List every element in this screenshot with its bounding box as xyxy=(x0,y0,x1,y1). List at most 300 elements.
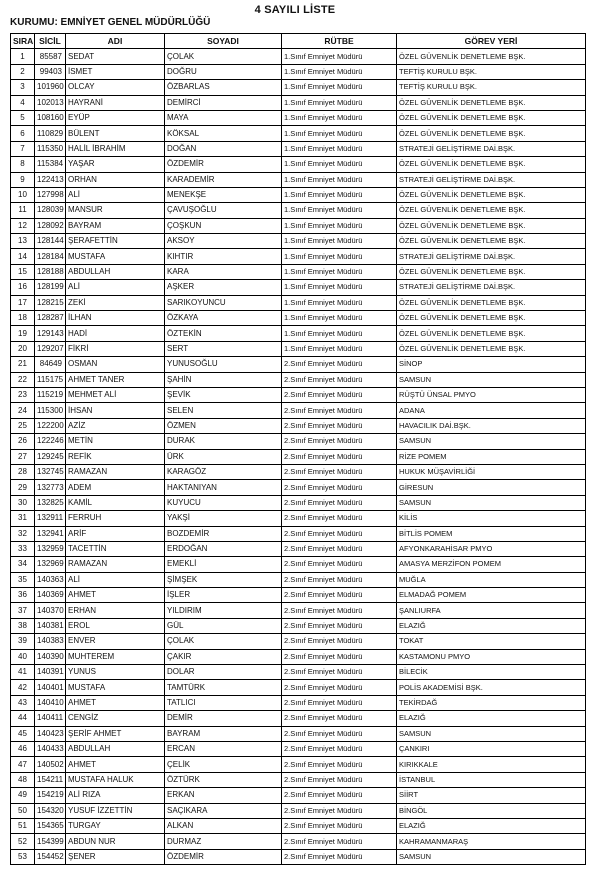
cell-sira: 22 xyxy=(11,372,35,387)
cell-sira: 10 xyxy=(11,187,35,202)
table-row xyxy=(11,280,586,295)
cell-sira: 50 xyxy=(11,803,35,818)
cell-sicil: 154219 xyxy=(35,788,66,803)
table-row xyxy=(11,449,586,464)
cell-gorev-yeri: POLİS AKADEMİSİ BŞK. xyxy=(397,680,586,695)
cell-soyadi: SERT xyxy=(165,341,282,356)
cell-adi: YUSUF İZZETTİN xyxy=(66,803,165,818)
cell-sicil: 140411 xyxy=(35,711,66,726)
table-row xyxy=(11,603,586,618)
cell-rutbe: 1.Sınıf Emniyet Müdürü xyxy=(282,249,397,264)
cell-gorev-yeri: ÖZEL GÜVENLİK DENETLEME BŞK. xyxy=(397,95,586,110)
cell-rutbe: 2.Sınıf Emniyet Müdürü xyxy=(282,588,397,603)
table-row xyxy=(11,341,586,356)
cell-sira: 44 xyxy=(11,711,35,726)
cell-sicil: 102013 xyxy=(35,95,66,110)
cell-sicil: 154320 xyxy=(35,803,66,818)
header-sira: SIRA xyxy=(11,34,35,49)
cell-rutbe: 2.Sınıf Emniyet Müdürü xyxy=(282,464,397,479)
cell-rutbe: 2.Sınıf Emniyet Müdürü xyxy=(282,818,397,833)
cell-gorev-yeri: STRATEJİ GELİŞTİRME DAİ.BŞK. xyxy=(397,141,586,156)
cell-rutbe: 1.Sınıf Emniyet Müdürü xyxy=(282,295,397,310)
cell-rutbe: 2.Sınıf Emniyet Müdürü xyxy=(282,449,397,464)
table-row xyxy=(11,249,586,264)
cell-sicil: 154365 xyxy=(35,818,66,833)
cell-adi: ALİ RIZA xyxy=(66,788,165,803)
cell-sira: 7 xyxy=(11,141,35,156)
cell-sira: 3 xyxy=(11,80,35,95)
cell-sicil: 132959 xyxy=(35,541,66,556)
cell-sira: 35 xyxy=(11,572,35,587)
table-row xyxy=(11,203,586,218)
cell-sicil: 110829 xyxy=(35,126,66,141)
cell-adi: ARİF xyxy=(66,526,165,541)
cell-rutbe: 2.Sınıf Emniyet Müdürü xyxy=(282,849,397,864)
cell-sira: 46 xyxy=(11,741,35,756)
cell-gorev-yeri: STRATEJİ GELİŞTİRME DAİ.BŞK. xyxy=(397,172,586,187)
cell-soyadi: ÖZTEKİN xyxy=(165,326,282,341)
table-row xyxy=(11,418,586,433)
cell-soyadi: ERCAN xyxy=(165,741,282,756)
cell-adi: AHMET TANER xyxy=(66,372,165,387)
cell-gorev-yeri: MUĞLA xyxy=(397,572,586,587)
table-row xyxy=(11,187,586,202)
table-row xyxy=(11,649,586,664)
cell-sicil: 140381 xyxy=(35,618,66,633)
cell-sira: 52 xyxy=(11,834,35,849)
cell-rutbe: 2.Sınıf Emniyet Müdürü xyxy=(282,649,397,664)
cell-sicil: 115350 xyxy=(35,141,66,156)
cell-rutbe: 2.Sınıf Emniyet Müdürü xyxy=(282,557,397,572)
cell-adi: ABDUN NUR xyxy=(66,834,165,849)
cell-sira: 8 xyxy=(11,157,35,172)
cell-soyadi: TAMTÜRK xyxy=(165,680,282,695)
cell-soyadi: DOLAR xyxy=(165,665,282,680)
cell-sicil: 115300 xyxy=(35,403,66,418)
cell-sicil: 140401 xyxy=(35,680,66,695)
cell-gorev-yeri: KASTAMONU PMYO xyxy=(397,649,586,664)
table-row xyxy=(11,141,586,156)
table-row xyxy=(11,95,586,110)
cell-sicil: 140369 xyxy=(35,588,66,603)
cell-gorev-yeri: ÖZEL GÜVENLİK DENETLEME BŞK. xyxy=(397,110,586,125)
cell-rutbe: 2.Sınıf Emniyet Müdürü xyxy=(282,834,397,849)
cell-rutbe: 1.Sınıf Emniyet Müdürü xyxy=(282,80,397,95)
cell-soyadi: DEMİRCİ xyxy=(165,95,282,110)
cell-rutbe: 1.Sınıf Emniyet Müdürü xyxy=(282,280,397,295)
cell-soyadi: ÖZDEMİR xyxy=(165,157,282,172)
cell-adi: ALİ xyxy=(66,187,165,202)
cell-rutbe: 2.Sınıf Emniyet Müdürü xyxy=(282,772,397,787)
table-row xyxy=(11,403,586,418)
cell-sicil: 127998 xyxy=(35,187,66,202)
table-row xyxy=(11,711,586,726)
cell-gorev-yeri: RİZE POMEM xyxy=(397,449,586,464)
cell-sira: 53 xyxy=(11,849,35,864)
cell-sicil: 140370 xyxy=(35,603,66,618)
cell-adi: ŞENER xyxy=(66,849,165,864)
cell-sicil: 154452 xyxy=(35,849,66,864)
cell-soyadi: DEMİR xyxy=(165,711,282,726)
cell-rutbe: 2.Sınıf Emniyet Müdürü xyxy=(282,418,397,433)
cell-soyadi: ÇELİK xyxy=(165,757,282,772)
cell-adi: ALİ xyxy=(66,280,165,295)
cell-sira: 15 xyxy=(11,264,35,279)
cell-gorev-yeri: ÖZEL GÜVENLİK DENETLEME BŞK. xyxy=(397,326,586,341)
table-row xyxy=(11,849,586,864)
cell-rutbe: 2.Sınıf Emniyet Müdürü xyxy=(282,372,397,387)
cell-soyadi: ÇOŞKUN xyxy=(165,218,282,233)
cell-soyadi: KARAGÖZ xyxy=(165,464,282,479)
cell-soyadi: MENEKŞE xyxy=(165,187,282,202)
cell-rutbe: 2.Sınıf Emniyet Müdürü xyxy=(282,511,397,526)
cell-rutbe: 2.Sınıf Emniyet Müdürü xyxy=(282,757,397,772)
cell-rutbe: 2.Sınıf Emniyet Müdürü xyxy=(282,680,397,695)
table-row xyxy=(11,434,586,449)
table-row xyxy=(11,526,586,541)
cell-gorev-yeri: TEFTİŞ KURULU BŞK. xyxy=(397,80,586,95)
cell-rutbe: 1.Sınıf Emniyet Müdürü xyxy=(282,264,397,279)
cell-rutbe: 2.Sınıf Emniyet Müdürü xyxy=(282,541,397,556)
cell-sicil: 129207 xyxy=(35,341,66,356)
cell-sira: 51 xyxy=(11,818,35,833)
cell-sicil: 115175 xyxy=(35,372,66,387)
cell-soyadi: ÖZBARLAS xyxy=(165,80,282,95)
cell-gorev-yeri: BİNGÖL xyxy=(397,803,586,818)
cell-gorev-yeri: SAMSUN xyxy=(397,372,586,387)
cell-rutbe: 2.Sınıf Emniyet Müdürü xyxy=(282,572,397,587)
table-row xyxy=(11,157,586,172)
header-sicil: SİCİL xyxy=(35,34,66,49)
cell-sira: 1 xyxy=(11,49,35,64)
cell-soyadi: SAÇIKARA xyxy=(165,803,282,818)
cell-soyadi: ÖZDEMİR xyxy=(165,849,282,864)
cell-rutbe: 2.Sınıf Emniyet Müdürü xyxy=(282,711,397,726)
cell-adi: AHMET xyxy=(66,695,165,710)
cell-adi: ZEKİ xyxy=(66,295,165,310)
cell-sira: 48 xyxy=(11,772,35,787)
cell-adi: ŞERAFETTİN xyxy=(66,234,165,249)
cell-adi: TURGAY xyxy=(66,818,165,833)
cell-soyadi: ÖZMEN xyxy=(165,418,282,433)
cell-sicil: 128188 xyxy=(35,264,66,279)
cell-sicil: 140390 xyxy=(35,649,66,664)
cell-gorev-yeri: BİTLİS POMEM xyxy=(397,526,586,541)
table-row xyxy=(11,803,586,818)
cell-adi: YAŞAR xyxy=(66,157,165,172)
cell-sira: 26 xyxy=(11,434,35,449)
cell-gorev-yeri: GİRESUN xyxy=(397,480,586,495)
cell-gorev-yeri: STRATEJİ GELİŞTİRME DAİ.BŞK. xyxy=(397,280,586,295)
cell-sira: 38 xyxy=(11,618,35,633)
cell-rutbe: 1.Sınıf Emniyet Müdürü xyxy=(282,95,397,110)
cell-gorev-yeri: ÖZEL GÜVENLİK DENETLEME BŞK. xyxy=(397,187,586,202)
cell-gorev-yeri: ÖZEL GÜVENLİK DENETLEME BŞK. xyxy=(397,234,586,249)
cell-sira: 17 xyxy=(11,295,35,310)
cell-sira: 13 xyxy=(11,234,35,249)
cell-adi: OLCAY xyxy=(66,80,165,95)
table-row xyxy=(11,234,586,249)
cell-soyadi: KARA xyxy=(165,264,282,279)
cell-rutbe: 1.Sınıf Emniyet Müdürü xyxy=(282,234,397,249)
cell-sicil: 128215 xyxy=(35,295,66,310)
cell-soyadi: SELEN xyxy=(165,403,282,418)
cell-sira: 47 xyxy=(11,757,35,772)
cell-sira: 34 xyxy=(11,557,35,572)
cell-soyadi: ALKAN xyxy=(165,818,282,833)
cell-soyadi: YUNUSOĞLU xyxy=(165,357,282,372)
cell-gorev-yeri: SAMSUN xyxy=(397,495,586,510)
cell-rutbe: 2.Sınıf Emniyet Müdürü xyxy=(282,480,397,495)
cell-soyadi: DURAK xyxy=(165,434,282,449)
cell-sira: 42 xyxy=(11,680,35,695)
cell-gorev-yeri: RÜŞTÜ ÜNSAL PMYO xyxy=(397,387,586,402)
cell-gorev-yeri: STRATEJİ GELİŞTİRME DAİ.BŞK. xyxy=(397,249,586,264)
cell-soyadi: ÜRK xyxy=(165,449,282,464)
cell-sicil: 140383 xyxy=(35,634,66,649)
table-row xyxy=(11,557,586,572)
cell-adi: MANSUR xyxy=(66,203,165,218)
cell-sira: 29 xyxy=(11,480,35,495)
cell-adi: YUNUS xyxy=(66,665,165,680)
cell-sira: 11 xyxy=(11,203,35,218)
cell-gorev-yeri: BİLECİK xyxy=(397,665,586,680)
table-row xyxy=(11,772,586,787)
cell-sicil: 84649 xyxy=(35,357,66,372)
table-row xyxy=(11,357,586,372)
cell-sicil: 140423 xyxy=(35,726,66,741)
cell-sira: 25 xyxy=(11,418,35,433)
cell-sicil: 128287 xyxy=(35,311,66,326)
organization-label: KURUMU: EMNİYET GENEL MÜDÜRLÜĞÜ xyxy=(10,17,211,28)
cell-sicil: 132825 xyxy=(35,495,66,510)
cell-adi: MUSTAFA HALUK xyxy=(66,772,165,787)
cell-rutbe: 2.Sınıf Emniyet Müdürü xyxy=(282,803,397,818)
cell-gorev-yeri: KAHRAMANMARAŞ xyxy=(397,834,586,849)
cell-adi: FERRUH xyxy=(66,511,165,526)
cell-gorev-yeri: SAMSUN xyxy=(397,849,586,864)
table-row xyxy=(11,572,586,587)
cell-sira: 32 xyxy=(11,526,35,541)
cell-sira: 16 xyxy=(11,280,35,295)
cell-sira: 39 xyxy=(11,634,35,649)
cell-soyadi: ÇAVUŞOĞLU xyxy=(165,203,282,218)
cell-adi: EROL xyxy=(66,618,165,633)
cell-rutbe: 1.Sınıf Emniyet Müdürü xyxy=(282,341,397,356)
cell-gorev-yeri: TOKAT xyxy=(397,634,586,649)
cell-gorev-yeri: ÖZEL GÜVENLİK DENETLEME BŞK. xyxy=(397,311,586,326)
cell-sira: 19 xyxy=(11,326,35,341)
table-row xyxy=(11,695,586,710)
table-row xyxy=(11,80,586,95)
cell-sicil: 132773 xyxy=(35,480,66,495)
cell-sicil: 129143 xyxy=(35,326,66,341)
table-row xyxy=(11,726,586,741)
cell-rutbe: 2.Sınıf Emniyet Müdürü xyxy=(282,603,397,618)
cell-soyadi: KARADEMİR xyxy=(165,172,282,187)
table-row xyxy=(11,741,586,756)
cell-soyadi: ŞAHİN xyxy=(165,372,282,387)
cell-sira: 36 xyxy=(11,588,35,603)
cell-sicil: 101960 xyxy=(35,80,66,95)
document-title: 4 SAYILI LİSTE xyxy=(254,4,336,16)
cell-adi: CENGİZ xyxy=(66,711,165,726)
cell-adi: ORHAN xyxy=(66,172,165,187)
cell-soyadi: KIHTIR xyxy=(165,249,282,264)
personnel-table xyxy=(10,33,586,865)
cell-sira: 33 xyxy=(11,541,35,556)
cell-adi: OSMAN xyxy=(66,357,165,372)
table-row xyxy=(11,834,586,849)
cell-gorev-yeri: HUKUK MÜŞAVİRLİĞİ xyxy=(397,464,586,479)
cell-gorev-yeri: SİİRT xyxy=(397,788,586,803)
cell-soyadi: AŞKER xyxy=(165,280,282,295)
cell-soyadi: ŞEVİK xyxy=(165,387,282,402)
cell-rutbe: 2.Sınıf Emniyet Müdürü xyxy=(282,741,397,756)
table-body xyxy=(11,49,586,865)
table-row xyxy=(11,49,586,64)
cell-rutbe: 2.Sınıf Emniyet Müdürü xyxy=(282,403,397,418)
cell-gorev-yeri: ELAZIĞ xyxy=(397,618,586,633)
cell-gorev-yeri: SİNOP xyxy=(397,357,586,372)
cell-adi: MUSTAFA xyxy=(66,680,165,695)
cell-sicil: 132745 xyxy=(35,464,66,479)
cell-adi: FİKRİ xyxy=(66,341,165,356)
cell-gorev-yeri: ÇANKIRI xyxy=(397,741,586,756)
table-row xyxy=(11,818,586,833)
cell-rutbe: 1.Sınıf Emniyet Müdürü xyxy=(282,326,397,341)
cell-gorev-yeri: HAVACILIK DAİ.BŞK. xyxy=(397,418,586,433)
cell-adi: ADEM xyxy=(66,480,165,495)
cell-adi: METİN xyxy=(66,434,165,449)
cell-sicil: 132941 xyxy=(35,526,66,541)
cell-soyadi: ÇAKIR xyxy=(165,649,282,664)
table-row xyxy=(11,326,586,341)
table-row xyxy=(11,634,586,649)
cell-adi: İHSAN xyxy=(66,403,165,418)
cell-sicil: 140363 xyxy=(35,572,66,587)
cell-sicil: 140410 xyxy=(35,695,66,710)
cell-soyadi: ERDOĞAN xyxy=(165,541,282,556)
cell-soyadi: GÜL xyxy=(165,618,282,633)
header-gorev-yeri: GÖREV YERİ xyxy=(397,34,586,49)
cell-sira: 41 xyxy=(11,665,35,680)
cell-soyadi: ÇOLAK xyxy=(165,49,282,64)
cell-adi: AHMET xyxy=(66,757,165,772)
cell-gorev-yeri: ELAZIĞ xyxy=(397,818,586,833)
cell-sicil: 128199 xyxy=(35,280,66,295)
cell-sira: 27 xyxy=(11,449,35,464)
cell-gorev-yeri: AFYONKARAHİSAR PMYO xyxy=(397,541,586,556)
cell-sicil: 115219 xyxy=(35,387,66,402)
cell-soyadi: MAYA xyxy=(165,110,282,125)
table-row xyxy=(11,588,586,603)
cell-sicil: 140502 xyxy=(35,757,66,772)
cell-soyadi: TATLICI xyxy=(165,695,282,710)
cell-adi: HALİL İBRAHİM xyxy=(66,141,165,156)
cell-soyadi: SARIKOYUNCU xyxy=(165,295,282,310)
cell-sira: 43 xyxy=(11,695,35,710)
cell-adi: SEDAT xyxy=(66,49,165,64)
table-row xyxy=(11,64,586,79)
cell-adi: ENVER xyxy=(66,634,165,649)
cell-sira: 24 xyxy=(11,403,35,418)
table-row xyxy=(11,541,586,556)
cell-gorev-yeri: ÖZEL GÜVENLİK DENETLEME BŞK. xyxy=(397,157,586,172)
cell-gorev-yeri: ÖZEL GÜVENLİK DENETLEME BŞK. xyxy=(397,218,586,233)
cell-adi: RAMAZAN xyxy=(66,557,165,572)
cell-soyadi: KÖKSAL xyxy=(165,126,282,141)
cell-sicil: 122246 xyxy=(35,434,66,449)
cell-rutbe: 2.Sınıf Emniyet Müdürü xyxy=(282,357,397,372)
cell-gorev-yeri: ADANA xyxy=(397,403,586,418)
cell-rutbe: 2.Sınıf Emniyet Müdürü xyxy=(282,695,397,710)
cell-adi: REFİK xyxy=(66,449,165,464)
cell-sicil: 99403 xyxy=(35,64,66,79)
cell-gorev-yeri: TEFTİŞ KURULU BŞK. xyxy=(397,64,586,79)
table-row xyxy=(11,387,586,402)
table-row xyxy=(11,511,586,526)
cell-sicil: 128092 xyxy=(35,218,66,233)
cell-soyadi: YILDIRIM xyxy=(165,603,282,618)
cell-rutbe: 2.Sınıf Emniyet Müdürü xyxy=(282,618,397,633)
table-row xyxy=(11,264,586,279)
cell-rutbe: 2.Sınıf Emniyet Müdürü xyxy=(282,495,397,510)
cell-soyadi: ÖZTÜRK xyxy=(165,772,282,787)
cell-gorev-yeri: SAMSUN xyxy=(397,726,586,741)
cell-soyadi: DOĞAN xyxy=(165,141,282,156)
cell-sira: 12 xyxy=(11,218,35,233)
cell-soyadi: İŞLER xyxy=(165,588,282,603)
cell-rutbe: 1.Sınıf Emniyet Müdürü xyxy=(282,172,397,187)
cell-sira: 49 xyxy=(11,788,35,803)
cell-gorev-yeri: ÖZEL GÜVENLİK DENETLEME BŞK. xyxy=(397,341,586,356)
cell-sicil: 115384 xyxy=(35,157,66,172)
cell-sicil: 132911 xyxy=(35,511,66,526)
header-rutbe: RÜTBE xyxy=(282,34,397,49)
cell-soyadi: ERKAN xyxy=(165,788,282,803)
cell-soyadi: ÖZKAYA xyxy=(165,311,282,326)
cell-soyadi: BOZDEMİR xyxy=(165,526,282,541)
cell-gorev-yeri: ELMADAĞ POMEM xyxy=(397,588,586,603)
cell-sira: 30 xyxy=(11,495,35,510)
cell-soyadi: YAKŞİ xyxy=(165,511,282,526)
cell-sicil: 122413 xyxy=(35,172,66,187)
cell-adi: MUSTAFA xyxy=(66,249,165,264)
cell-rutbe: 1.Sınıf Emniyet Müdürü xyxy=(282,218,397,233)
table-header-row xyxy=(11,34,586,49)
cell-sira: 4 xyxy=(11,95,35,110)
cell-adi: HAYRANİ xyxy=(66,95,165,110)
cell-sicil: 85587 xyxy=(35,49,66,64)
cell-sicil: 122200 xyxy=(35,418,66,433)
cell-sira: 5 xyxy=(11,110,35,125)
table-row xyxy=(11,172,586,187)
cell-soyadi: KUYUCU xyxy=(165,495,282,510)
cell-gorev-yeri: ÖZEL GÜVENLİK DENETLEME BŞK. xyxy=(397,264,586,279)
cell-gorev-yeri: ÖZEL GÜVENLİK DENETLEME BŞK. xyxy=(397,49,586,64)
cell-sicil: 140433 xyxy=(35,741,66,756)
cell-gorev-yeri: AMASYA MERZİFON POMEM xyxy=(397,557,586,572)
cell-gorev-yeri: SAMSUN xyxy=(397,434,586,449)
cell-rutbe: 2.Sınıf Emniyet Müdürü xyxy=(282,665,397,680)
cell-adi: ŞERİF AHMET xyxy=(66,726,165,741)
cell-soyadi: ÇOLAK xyxy=(165,634,282,649)
cell-sicil: 108160 xyxy=(35,110,66,125)
cell-adi: BÜLENT xyxy=(66,126,165,141)
cell-soyadi: DOĞRU xyxy=(165,64,282,79)
cell-gorev-yeri: ELAZIĞ xyxy=(397,711,586,726)
